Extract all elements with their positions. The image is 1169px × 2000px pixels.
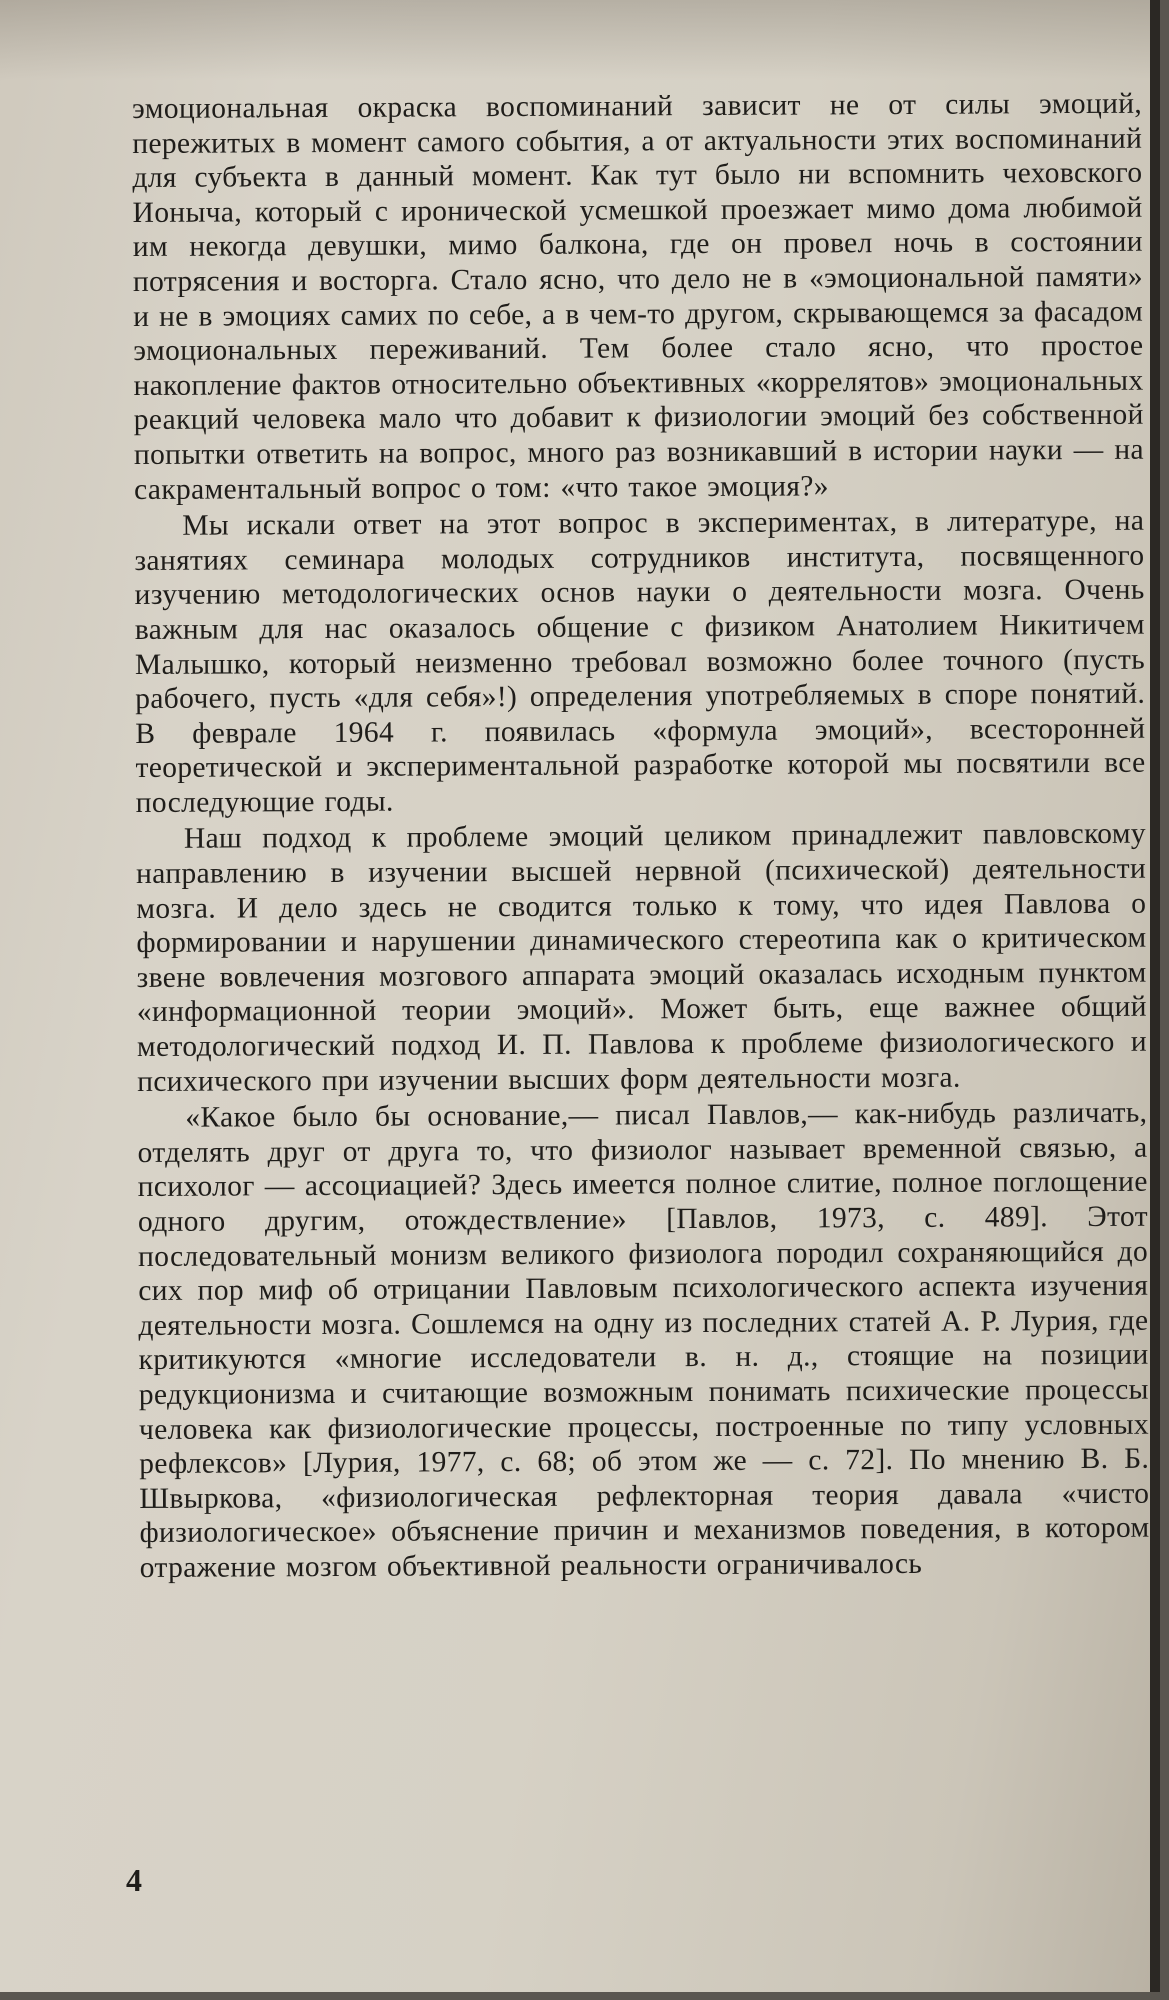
paragraph-2: Мы искали ответ на этот вопрос в экспериментах, в литературе, на занятиях семинара молодых сотрудников института, посвященного изучению методологических основ науки о деятельности мозга. Очень важным для нас оказалось общение с физиком Анатолием Никитичем Малышко, который неизменно требовал возможно более точного (пусть рабочего, пусть «для себя»!) определения употребляемых в споре понятий. В феврале 1964 г. появилась «формула эмоций», всесторонней теоретической и экспериментальной разработке которой мы посвятили все последующие годы. <box>134 504 1146 819</box>
paragraph-3: Наш подход к проблеме эмоций целиком принадлежит павловскому направлению в изучении высшей нервной (психической) деятельности мозга. И дело здесь не сводится только к тому, что идея Павлова о формировании и нарушении динамического стереотипа как о критическом звене вовлечения мозгового аппарата эмоций оказалась исходным пунктом «информационной теории эмоций». Может быть, еще важнее общий методологический подход И. П. Павлова к проблеме физиологического и психического при изучении высших форм деятельности мозга. <box>136 818 1148 1098</box>
page-shadow <box>0 0 1150 80</box>
paragraph-4: «Какое было бы основание,— писал Павлов,— как-нибудь различать, отделять друг от друга то, что физиолог называет временной связью, а психолог — ассоциацией? Здесь имеется полное слитие, полное поглощение одного другим, отождествление» [Павлов, 1973, с. 489]. Этот последовательный монизм великого физиолога породил сохраняющийся до сих пор миф об отрицании Павловым психологического аспекта изучения деятельности мозга. Сошлемся на одну из последних статей А. Р. Лурия, где критикуются «многие исследователи в. н. д., стоящие на позиции редукционизма и считающие возможным понимать психические процессы человека как физиологические процессы, построенные по типу условных рефлексов» [Лурия, 1977, с. 68; об этом же — с. 72]. По мнению В. Б. Швыркова, «физиологическая рефлекторная теория давала «чисто физиологическое» объяснение причин и механизмов поведения, в котором отражение мозгом объективной реальности ограничивалось <box>137 1096 1150 1584</box>
body-text <box>132 87 1150 1586</box>
page-number: 4 <box>126 1862 142 1898</box>
paragraph-1: эмоциональная окраска воспоминаний зависит не от силы эмоций, пережитых в момент самого события, а от актуальности этих воспоминаний для субъекта в данный момент. Как тут было ни вспомнить чеховского Ионыча, который с иронической усмешкой проезжает мимо дома любимой им некогда девушки, мимо балкона, где он провел ночь в состоянии потрясения и восторга. Стало ясно, что дело не в «эмоциональной памяти» и не в эмоциях самих по себе, а в чем-то другом, скрывающемся за фасадом эмоциональных переживаний. Тем более стало ясно, что простое накопление фактов относительно объективных «коррелятов» эмоциональных реакций человека мало что добавит к физиологии эмоций без собственной попытки ответить на вопрос, много раз возникавший в истории науки — на сакраментальный вопрос о том: «что такое эмоция?» <box>132 87 1144 506</box>
